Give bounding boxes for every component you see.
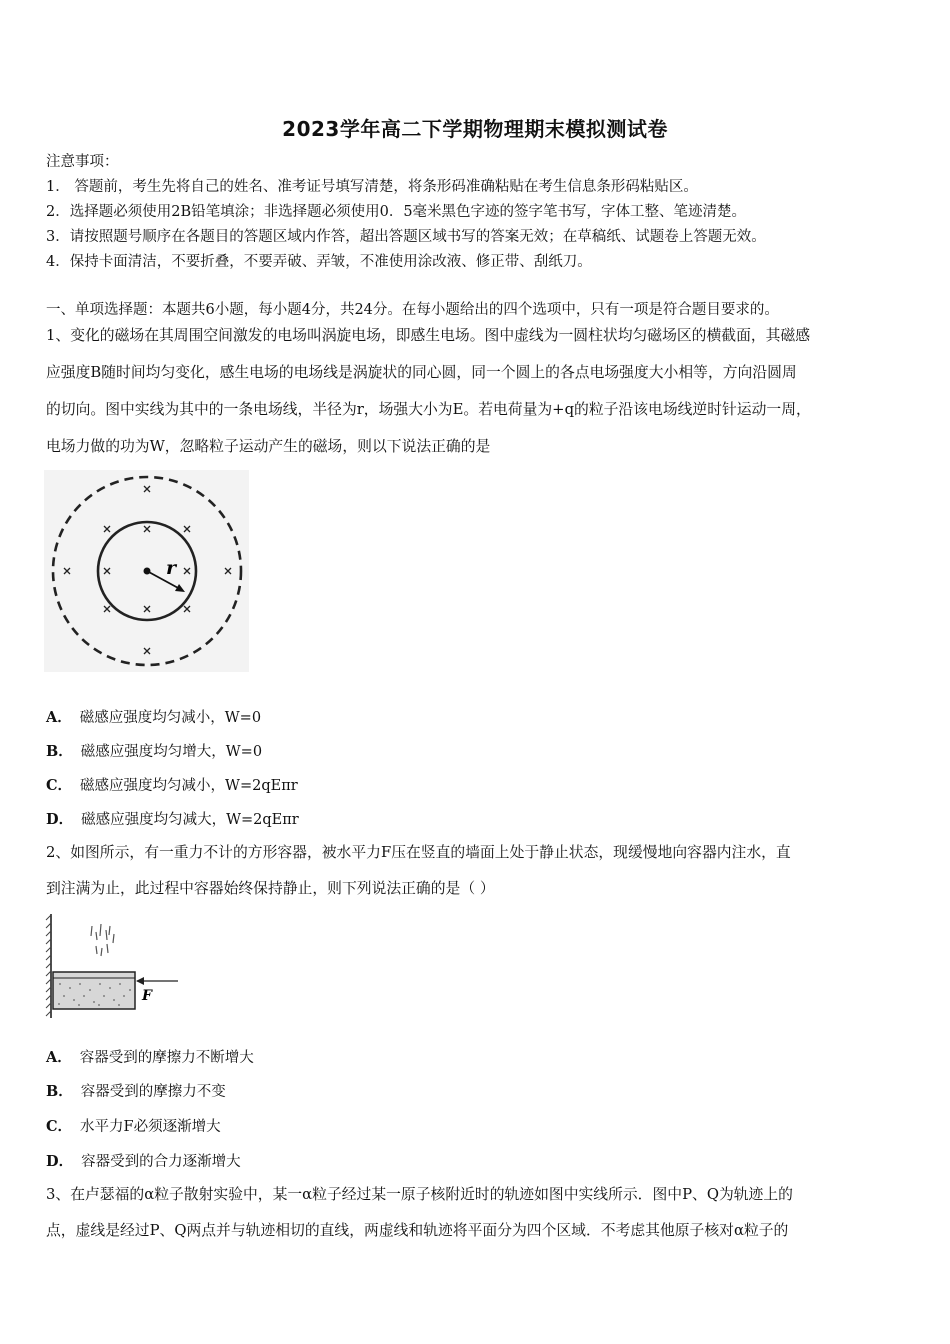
q1-option-d[interactable] [46, 808, 299, 829]
radius-label: r [166, 557, 177, 579]
page-title: 2023学年高二下学期物理期末模拟测试卷 [282, 117, 668, 141]
notice-item: 4．保持卡面清洁，不要折叠，不要弄破、弄皱，不准使用涂改液、修正带、刮纸刀。 [46, 254, 592, 270]
q2-option-c[interactable] [46, 1115, 221, 1136]
notice-item: 1． 答题前，考生先将自己的姓名、准考证号填写清楚，将条形码准确粘贴在考生信息条形码粘贴区。 [46, 179, 698, 195]
force-arrow-head [136, 977, 144, 985]
q2-option-a[interactable] [46, 1046, 254, 1067]
section-heading: 一、单项选择题：本题共6小题，每小题4分，共24分。在每小题给出的四个选项中，只有一项是符合题目要求的。 [46, 302, 779, 318]
option-letter: D． [46, 1153, 74, 1170]
option-text: 容器受到的摩擦力不断增大 [79, 1050, 254, 1066]
option-text: 容器受到的摩擦力不变 [80, 1084, 226, 1100]
water-stream [91, 924, 114, 956]
option-letter: C． [46, 1118, 73, 1135]
question-1-text: 应强度B随时间均匀变化，感生电场的电场线是涡旋状的同心圆，同一个圆上的各点电场强度大小相等，方向沿圆周 [46, 364, 797, 381]
option-text: 磁感应强度均匀增大，W=0 [80, 744, 263, 760]
q1-option-a[interactable] [46, 706, 261, 727]
option-text: 水平力F必须逐渐增大 [80, 1119, 221, 1135]
question-1-text: 电场力做的功为W，忽略粒子运动产生的磁场，则以下说法正确的是 [46, 438, 491, 455]
option-letter: A． [46, 709, 72, 726]
notice-heading: 注意事项： [46, 154, 119, 170]
question-3-text: 3、在卢瑟福的α粒子散射实验中，某一α粒子经过某一原子核附近时的轨迹如图中实线所示．图中P、Q为轨迹上的 [46, 1186, 793, 1203]
option-letter: D． [46, 811, 74, 828]
option-text: 磁感应强度均匀减小，W=0 [79, 710, 262, 726]
q2-figure [44, 912, 184, 1020]
force-label: F [142, 988, 152, 1004]
question-2-text: 2、如图所示，有一重力不计的方形容器，被水平力F压在竖直的墙面上处于静止状态，现缓慢地向容器内注水，直 [46, 844, 791, 861]
notice-item: 2．选择题必须使用2B铅笔填涂；非选择题必须使用0．5毫米黑色字迹的签字笔书写，字体工整、笔迹清楚。 [46, 204, 747, 220]
q1-option-b[interactable] [46, 740, 262, 761]
option-letter: B． [46, 743, 73, 760]
option-letter: B． [46, 1083, 73, 1100]
option-text: 磁感应强度均匀减大，W=2qEπr [81, 812, 299, 828]
question-3-text: 点，虚线是经过P、Q两点并与轨迹相切的直线，两虚线和轨迹将平面分为四个区域．不考虑其他原子核对α粒子的 [46, 1222, 789, 1239]
question-2-text: 到注满为止，此过程中容器始终保持静止，则下列说法正确的是（ ） [46, 880, 495, 897]
option-text: 磁感应强度均匀减小，W=2qEπr [80, 778, 298, 794]
q1-option-c[interactable] [46, 774, 298, 795]
option-letter: C． [46, 777, 73, 794]
q2-option-d[interactable] [46, 1150, 241, 1171]
q2-option-b[interactable] [46, 1080, 226, 1101]
notice-item: 3．请按照题号顺序在各题目的答题区域内作答，超出答题区域书写的答案无效；在草稿纸、试题卷上答题无效。 [46, 229, 766, 245]
question-1-text: 的切向。图中实线为其中的一条电场线，半径为r，场强大小为E。若电荷量为+q的粒子沿该电场线逆时针运动一周， [46, 401, 811, 418]
q1-figure [44, 470, 249, 672]
question-1-text: 1、变化的磁场在其周围空间激发的电场叫涡旋电场，即感生电场。图中虚线为一圆柱状均匀磁场区的横截面，其磁感 [46, 327, 811, 344]
option-letter: A． [46, 1049, 72, 1066]
option-text: 容器受到的合力逐渐增大 [81, 1154, 241, 1170]
